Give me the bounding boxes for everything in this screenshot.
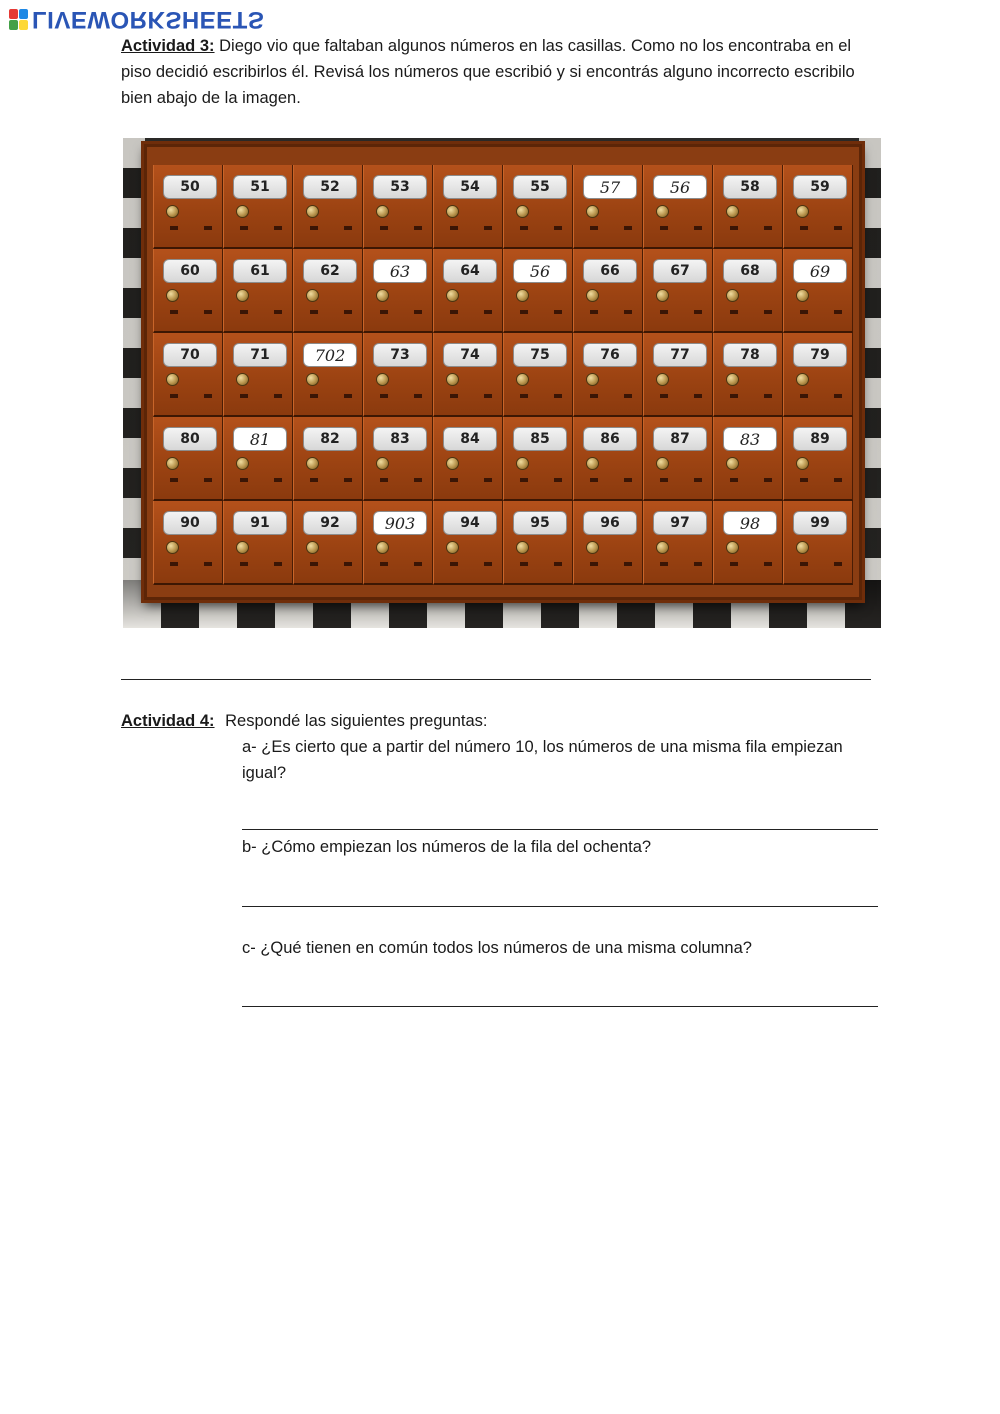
logo-text: LIVEWORKSHEETS — [32, 6, 265, 33]
mailbox-number-label: 95 — [513, 511, 567, 535]
mailbox-number-label: 91 — [233, 511, 287, 535]
mailbox — [223, 165, 293, 249]
lock-knob-icon — [516, 289, 529, 302]
mailbox — [783, 249, 853, 333]
lock-knob-icon — [656, 541, 669, 554]
mail-slot — [800, 394, 808, 398]
mailbox-number-label: 55 — [513, 175, 567, 199]
lock-knob-icon — [306, 541, 319, 554]
mailbox — [223, 417, 293, 501]
mail-slot — [274, 562, 282, 566]
mail-slot — [240, 478, 248, 482]
actividad-4-intro: Respondé las siguientes preguntas: — [225, 712, 488, 730]
mailbox — [293, 165, 363, 249]
lock-knob-icon — [376, 289, 389, 302]
lock-knob-icon — [236, 289, 249, 302]
mailbox-number-label: 61 — [233, 259, 287, 283]
mail-slot — [380, 562, 388, 566]
mail-slot — [414, 562, 422, 566]
mailbox-number-label: 83 — [373, 427, 427, 451]
mail-slot — [204, 394, 212, 398]
mail-slot — [764, 562, 772, 566]
mail-slot — [624, 394, 632, 398]
mail-slot — [414, 394, 422, 398]
mailbox-number-label: 66 — [583, 259, 637, 283]
mail-slot — [800, 478, 808, 482]
mail-slot — [344, 226, 352, 230]
handwritten-number-label: 56 — [513, 259, 567, 283]
lock-knob-icon — [586, 541, 599, 554]
lock-knob-icon — [726, 541, 739, 554]
mailbox-number-label: 71 — [233, 343, 287, 367]
lock-knob-icon — [656, 289, 669, 302]
mail-slot — [344, 562, 352, 566]
handwritten-number-label: 83 — [723, 427, 777, 451]
lock-knob-icon — [796, 289, 809, 302]
lock-knob-icon — [586, 373, 599, 386]
mail-slot — [484, 562, 492, 566]
mailbox — [713, 249, 783, 333]
mailbox — [783, 165, 853, 249]
handwritten-number-label: 98 — [723, 511, 777, 535]
mail-slot — [834, 478, 842, 482]
answer-line-a[interactable] — [242, 829, 878, 830]
mail-slot — [274, 226, 282, 230]
mail-slot — [380, 394, 388, 398]
mailbox — [573, 501, 643, 585]
mail-slot — [274, 394, 282, 398]
question-b: b- ¿Cómo empiezan los números de la fila del ochenta? — [242, 838, 652, 856]
mail-slot — [590, 394, 598, 398]
mail-slot — [800, 226, 808, 230]
mailbox — [503, 249, 573, 333]
mailbox — [433, 333, 503, 417]
mail-slot — [240, 394, 248, 398]
handwritten-number-label: 903 — [373, 511, 427, 535]
lock-knob-icon — [656, 457, 669, 470]
actividad-3-text — [121, 33, 881, 111]
lock-knob-icon — [446, 457, 459, 470]
mailbox-number-label: 59 — [793, 175, 847, 199]
mail-slot — [240, 226, 248, 230]
mail-slot — [450, 562, 458, 566]
mail-slot — [310, 226, 318, 230]
mail-slot — [274, 310, 282, 314]
mail-slot — [520, 394, 528, 398]
mailbox-number-label: 85 — [513, 427, 567, 451]
lock-knob-icon — [796, 205, 809, 218]
mailbox — [293, 249, 363, 333]
mail-slot — [170, 562, 178, 566]
actividad-4-heading — [121, 708, 487, 734]
mail-slot — [590, 310, 598, 314]
mailbox — [503, 333, 573, 417]
mail-slot — [730, 562, 738, 566]
mail-slot — [624, 310, 632, 314]
floor-left-decor — [123, 138, 145, 580]
mail-slot — [694, 478, 702, 482]
mail-slot — [414, 310, 422, 314]
lock-knob-icon — [796, 373, 809, 386]
mail-slot — [554, 310, 562, 314]
mailbox — [293, 501, 363, 585]
mail-slot — [764, 310, 772, 314]
lock-knob-icon — [236, 457, 249, 470]
mailbox — [363, 501, 433, 585]
mailbox-number-label: 62 — [303, 259, 357, 283]
mail-slot — [450, 310, 458, 314]
mail-slot — [660, 478, 668, 482]
mailbox — [643, 333, 713, 417]
mailbox — [503, 165, 573, 249]
lock-knob-icon — [446, 205, 459, 218]
mailbox — [363, 249, 433, 333]
mailbox — [573, 333, 643, 417]
mailbox-number-label: 97 — [653, 511, 707, 535]
mail-slot — [274, 478, 282, 482]
mail-slot — [834, 310, 842, 314]
mail-slot — [834, 226, 842, 230]
lock-knob-icon — [376, 541, 389, 554]
mailbox-number-label: 51 — [233, 175, 287, 199]
mailbox — [713, 417, 783, 501]
mailbox-number-label: 87 — [653, 427, 707, 451]
mail-slot — [204, 226, 212, 230]
mailbox — [713, 333, 783, 417]
lock-knob-icon — [236, 541, 249, 554]
mail-slot — [764, 394, 772, 398]
mail-slot — [484, 394, 492, 398]
mail-slot — [380, 226, 388, 230]
mail-slot — [240, 562, 248, 566]
mailbox — [643, 165, 713, 249]
mail-slot — [730, 226, 738, 230]
mailbox-number-label: 68 — [723, 259, 777, 283]
mailbox — [293, 417, 363, 501]
mailbox-number-label: 54 — [443, 175, 497, 199]
mail-slot — [484, 310, 492, 314]
lock-knob-icon — [166, 289, 179, 302]
mailbox — [713, 501, 783, 585]
mailbox-number-label: 82 — [303, 427, 357, 451]
mail-slot — [554, 394, 562, 398]
mail-slot — [204, 478, 212, 482]
mail-slot — [344, 394, 352, 398]
lock-knob-icon — [586, 205, 599, 218]
mail-slot — [450, 478, 458, 482]
mailbox-number-label: 99 — [793, 511, 847, 535]
mail-slot — [204, 310, 212, 314]
handwritten-number-label: 702 — [303, 343, 357, 367]
lock-knob-icon — [516, 541, 529, 554]
lock-knob-icon — [446, 541, 459, 554]
lock-knob-icon — [726, 373, 739, 386]
mailbox — [433, 501, 503, 585]
mailbox-number-label: 70 — [163, 343, 217, 367]
mail-slot — [170, 310, 178, 314]
mail-slot — [660, 562, 668, 566]
mail-slot — [344, 478, 352, 482]
mail-slot — [694, 310, 702, 314]
mail-slot — [520, 562, 528, 566]
question-a: a- ¿Es cierto que a partir del número 10, los números de una misma fila empiezan igual? — [242, 738, 843, 782]
lock-knob-icon — [306, 205, 319, 218]
mail-slot — [240, 310, 248, 314]
mailbox-number-label: 86 — [583, 427, 637, 451]
mail-slot — [624, 226, 632, 230]
answer-line-actividad-3[interactable] — [121, 679, 871, 680]
lock-knob-icon — [306, 457, 319, 470]
actividad-4-label: Actividad 4: — [121, 712, 215, 730]
mailbox-number-label: 74 — [443, 343, 497, 367]
handwritten-number-label: 63 — [373, 259, 427, 283]
floor-right-decor — [859, 138, 881, 580]
mailbox-number-label: 60 — [163, 259, 217, 283]
lock-knob-icon — [236, 205, 249, 218]
mail-slot — [624, 478, 632, 482]
mailbox-number-label: 58 — [723, 175, 777, 199]
mail-slot — [730, 310, 738, 314]
mailbox-number-label: 50 — [163, 175, 217, 199]
mail-slot — [310, 394, 318, 398]
mailbox-number-label: 73 — [373, 343, 427, 367]
mail-slot — [730, 394, 738, 398]
lock-knob-icon — [306, 289, 319, 302]
mailbox-number-label: 53 — [373, 175, 427, 199]
mailboxes-photo — [123, 138, 881, 628]
mail-slot — [344, 310, 352, 314]
mail-slot — [660, 310, 668, 314]
mailbox — [223, 333, 293, 417]
lock-knob-icon — [306, 373, 319, 386]
mailbox-number-label: 75 — [513, 343, 567, 367]
handwritten-number-label: 81 — [233, 427, 287, 451]
mailbox — [643, 501, 713, 585]
lock-knob-icon — [796, 541, 809, 554]
lock-knob-icon — [166, 541, 179, 554]
lock-knob-icon — [376, 457, 389, 470]
mailbox — [153, 249, 223, 333]
mail-slot — [484, 478, 492, 482]
lock-knob-icon — [166, 373, 179, 386]
mailbox — [783, 417, 853, 501]
mail-slot — [520, 226, 528, 230]
mailbox-number-label: 52 — [303, 175, 357, 199]
mail-slot — [520, 478, 528, 482]
mailbox-number-label: 67 — [653, 259, 707, 283]
mail-slot — [590, 562, 598, 566]
lock-knob-icon — [796, 457, 809, 470]
mailbox — [363, 165, 433, 249]
lock-knob-icon — [586, 457, 599, 470]
mail-slot — [170, 226, 178, 230]
mail-slot — [310, 562, 318, 566]
mailbox-number-label: 84 — [443, 427, 497, 451]
mail-slot — [834, 394, 842, 398]
mail-slot — [660, 394, 668, 398]
mailbox — [293, 333, 363, 417]
mail-slot — [800, 562, 808, 566]
mailbox — [223, 249, 293, 333]
mailbox — [573, 417, 643, 501]
mailbox-number-label: 96 — [583, 511, 637, 535]
mailbox — [573, 249, 643, 333]
mail-slot — [380, 310, 388, 314]
mailbox-number-label: 90 — [163, 511, 217, 535]
mail-slot — [834, 562, 842, 566]
mailbox-number-label: 76 — [583, 343, 637, 367]
mailbox-number-label: 79 — [793, 343, 847, 367]
lock-knob-icon — [516, 205, 529, 218]
mailbox — [503, 417, 573, 501]
actividad-3-label: Actividad 3: — [121, 37, 215, 55]
question-c: c- ¿Qué tienen en común todos los números de una misma columna? — [242, 939, 752, 957]
mailbox-number-label: 89 — [793, 427, 847, 451]
mailbox — [713, 165, 783, 249]
handwritten-number-label: 69 — [793, 259, 847, 283]
mailbox — [153, 501, 223, 585]
mailbox — [363, 417, 433, 501]
lock-knob-icon — [446, 289, 459, 302]
answer-line-b[interactable] — [242, 906, 878, 907]
mailbox-number-label: 64 — [443, 259, 497, 283]
mail-slot — [170, 478, 178, 482]
mailbox — [153, 333, 223, 417]
mailbox-number-label: 80 — [163, 427, 217, 451]
mailbox-cabinet — [144, 144, 862, 600]
mailbox — [433, 249, 503, 333]
mailbox — [433, 165, 503, 249]
mailbox — [573, 165, 643, 249]
lock-knob-icon — [166, 457, 179, 470]
lock-knob-icon — [376, 205, 389, 218]
mail-slot — [624, 562, 632, 566]
mailbox — [223, 501, 293, 585]
mail-slot — [694, 562, 702, 566]
mail-slot — [590, 478, 598, 482]
mailbox-number-label: 94 — [443, 511, 497, 535]
mail-slot — [204, 562, 212, 566]
lock-knob-icon — [376, 373, 389, 386]
logo-mark-icon — [8, 8, 28, 30]
mailbox-number-label: 92 — [303, 511, 357, 535]
lock-knob-icon — [516, 457, 529, 470]
handwritten-number-label: 56 — [653, 175, 707, 199]
mailbox — [153, 165, 223, 249]
mail-slot — [764, 226, 772, 230]
lock-knob-icon — [166, 205, 179, 218]
lock-knob-icon — [586, 289, 599, 302]
mail-slot — [170, 394, 178, 398]
lock-knob-icon — [726, 205, 739, 218]
mailbox — [643, 249, 713, 333]
mailbox — [433, 417, 503, 501]
mail-slot — [694, 394, 702, 398]
answer-line-c[interactable] — [242, 1006, 878, 1007]
lock-knob-icon — [726, 457, 739, 470]
mail-slot — [414, 226, 422, 230]
mail-slot — [800, 310, 808, 314]
mail-slot — [554, 478, 562, 482]
mailbox — [783, 333, 853, 417]
mailbox — [153, 417, 223, 501]
mail-slot — [660, 226, 668, 230]
mail-slot — [450, 226, 458, 230]
mail-slot — [730, 478, 738, 482]
mail-slot — [450, 394, 458, 398]
mail-slot — [484, 226, 492, 230]
lock-knob-icon — [446, 373, 459, 386]
lock-knob-icon — [656, 205, 669, 218]
mail-slot — [520, 310, 528, 314]
mail-slot — [310, 310, 318, 314]
actividad-3-body: Diego vio que faltaban algunos números en las casillas. Como no los encontraba en el piso decidió escribirlos él. Revisá los números que escribió y si encontrás alguno incorrecto escribilo bien abajo de la imagen. — [121, 37, 855, 107]
mail-slot — [380, 478, 388, 482]
lock-knob-icon — [236, 373, 249, 386]
liveworksheets-logo — [8, 4, 264, 34]
mail-slot — [310, 478, 318, 482]
handwritten-number-label: 57 — [583, 175, 637, 199]
mail-slot — [554, 562, 562, 566]
lock-knob-icon — [516, 373, 529, 386]
mailbox — [503, 501, 573, 585]
lock-knob-icon — [726, 289, 739, 302]
mailbox — [783, 501, 853, 585]
mailbox-number-label: 77 — [653, 343, 707, 367]
mailbox — [363, 333, 433, 417]
lock-knob-icon — [656, 373, 669, 386]
mailbox — [643, 417, 713, 501]
mailbox-grid — [153, 165, 853, 585]
mail-slot — [694, 226, 702, 230]
mail-slot — [764, 478, 772, 482]
mail-slot — [554, 226, 562, 230]
mailbox-number-label: 78 — [723, 343, 777, 367]
mail-slot — [590, 226, 598, 230]
mail-slot — [414, 478, 422, 482]
